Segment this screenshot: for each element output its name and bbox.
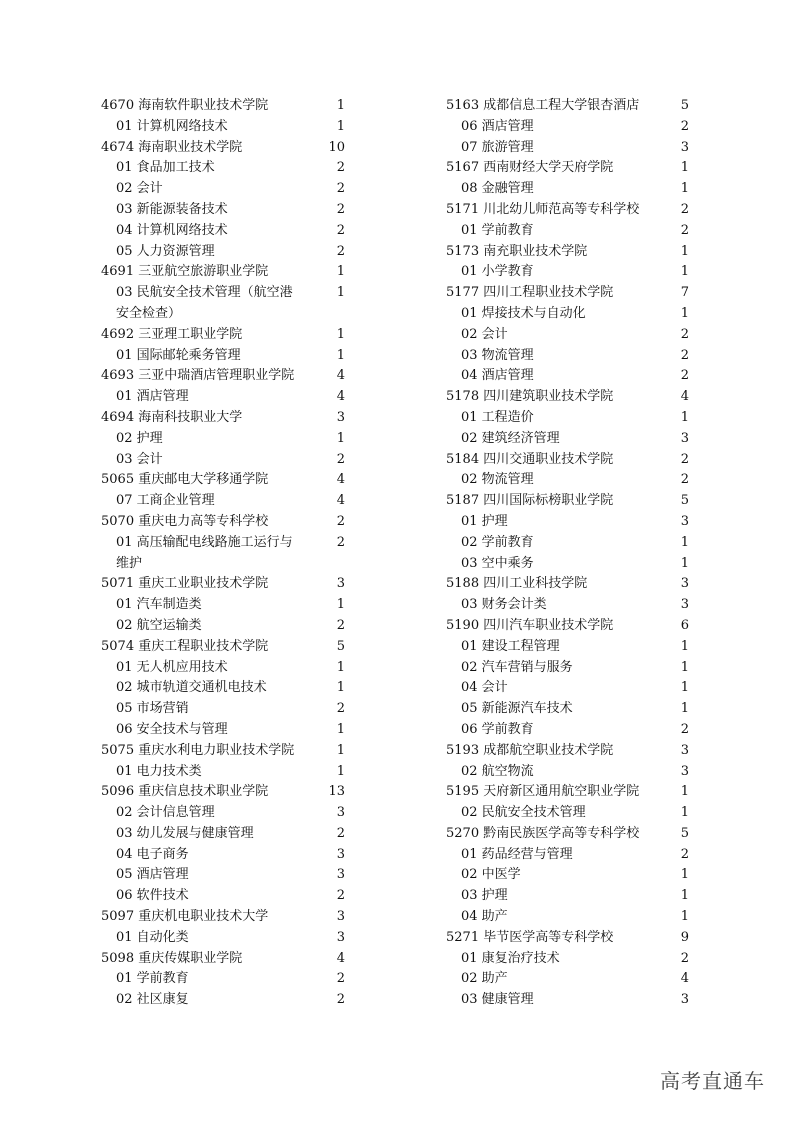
quota-count: 2 xyxy=(680,118,689,134)
school-row xyxy=(446,782,689,803)
major-row xyxy=(446,907,689,928)
school-label: 4693 三亚中瑞酒店管理职业学院 xyxy=(101,368,295,384)
school-label: 5193 成都航空职业技术学院 xyxy=(446,742,614,758)
major-row xyxy=(446,969,689,990)
quota-count: 2 xyxy=(336,971,345,987)
major-row xyxy=(446,346,689,367)
major-label: 01 计算机网络技术 xyxy=(116,118,228,134)
major-row xyxy=(446,678,689,699)
school-row xyxy=(446,96,689,117)
quota-count: 1 xyxy=(336,763,345,779)
major-row xyxy=(446,595,689,616)
quota-count: 4 xyxy=(336,368,345,384)
major-row xyxy=(446,699,689,720)
major-label: 02 护理 xyxy=(116,430,163,446)
major-label: 02 助产 xyxy=(461,971,508,987)
school-row xyxy=(446,200,689,221)
quota-count: 3 xyxy=(680,597,689,613)
watermark-text: 高考直通车 xyxy=(660,1069,765,1093)
quota-count: 2 xyxy=(336,617,345,633)
major-label: 06 酒店管理 xyxy=(461,118,534,134)
major-label: 01 学前教育 xyxy=(461,222,534,238)
major-row xyxy=(101,491,345,512)
left-column xyxy=(101,96,345,1011)
major-label: 02 航空物流 xyxy=(461,763,534,779)
school-label: 4692 三亚理工职业学院 xyxy=(101,326,243,342)
major-label: 03 护理 xyxy=(461,888,508,904)
school-row xyxy=(101,574,345,595)
major-label: 02 会计 xyxy=(116,181,163,197)
quota-count: 4 xyxy=(336,389,345,405)
major-label: 01 食品加工技术 xyxy=(116,160,215,176)
school-label: 5096 重庆信息技术职业学院 xyxy=(101,784,269,800)
quota-count: 1 xyxy=(680,659,689,675)
school-row xyxy=(446,928,689,949)
school-label: 5065 重庆邮电大学移通学院 xyxy=(101,472,269,488)
school-label: 5171 川北幼儿师范高等专科学校 xyxy=(446,201,640,217)
quota-count: 2 xyxy=(336,243,345,259)
school-label: 5071 重庆工业职业技术学院 xyxy=(101,576,269,592)
major-row xyxy=(101,533,345,575)
quota-count: 3 xyxy=(336,576,345,592)
quota-count: 5 xyxy=(680,825,689,841)
major-row xyxy=(101,429,345,450)
quota-count: 2 xyxy=(336,701,345,717)
quota-count: 4 xyxy=(680,971,689,987)
school-row xyxy=(101,637,345,658)
major-label: 02 城市轨道交通机电技术 xyxy=(116,680,267,696)
major-row xyxy=(446,179,689,200)
quota-count: 1 xyxy=(680,638,689,654)
school-label: 4694 海南科技职业大学 xyxy=(101,409,243,425)
school-label: 4674 海南职业技术学院 xyxy=(101,139,243,155)
quota-count: 2 xyxy=(336,513,345,529)
quota-count: 2 xyxy=(680,347,689,363)
major-row xyxy=(101,595,345,616)
major-row xyxy=(101,969,345,990)
major-row xyxy=(101,616,345,637)
quota-count: 4 xyxy=(336,493,345,509)
major-row xyxy=(446,408,689,429)
major-row xyxy=(446,138,689,159)
major-row xyxy=(446,865,689,886)
quota-count: 1 xyxy=(680,805,689,821)
quota-count: 2 xyxy=(336,222,345,238)
quota-count: 2 xyxy=(336,825,345,841)
school-row xyxy=(446,387,689,408)
major-row xyxy=(101,928,345,949)
quota-count: 9 xyxy=(680,929,689,945)
major-label: 07 工商企业管理 xyxy=(116,493,215,509)
major-row xyxy=(101,242,345,263)
major-label: 02 物流管理 xyxy=(461,472,534,488)
major-row xyxy=(446,262,689,283)
major-row xyxy=(446,221,689,242)
major-row xyxy=(101,283,345,325)
quota-count: 1 xyxy=(336,264,345,280)
major-row xyxy=(101,450,345,471)
quota-count: 3 xyxy=(336,909,345,925)
major-label: 06 安全技术与管理 xyxy=(116,721,228,737)
major-row xyxy=(446,366,689,387)
major-row xyxy=(101,699,345,720)
quota-count: 6 xyxy=(680,617,689,633)
major-row xyxy=(101,990,345,1011)
quota-count: 3 xyxy=(680,576,689,592)
major-row xyxy=(446,533,689,554)
school-row xyxy=(101,366,345,387)
quota-count: 1 xyxy=(680,534,689,550)
school-label: 5190 四川汽车职业技术学院 xyxy=(446,617,614,633)
quota-count: 1 xyxy=(680,243,689,259)
major-label: 02 会计信息管理 xyxy=(116,805,215,821)
quota-count: 1 xyxy=(336,742,345,758)
major-label: 05 新能源汽车技术 xyxy=(461,701,573,717)
major-label: 02 民航安全技术管理 xyxy=(461,805,586,821)
major-row xyxy=(101,658,345,679)
quota-count: 2 xyxy=(680,201,689,217)
major-label: 04 酒店管理 xyxy=(461,368,534,384)
school-row xyxy=(446,616,689,637)
quota-count: 2 xyxy=(680,472,689,488)
quota-count: 3 xyxy=(680,763,689,779)
school-row xyxy=(101,741,345,762)
school-label: 5098 重庆传媒职业学院 xyxy=(101,950,243,966)
major-label: 02 中医学 xyxy=(461,867,521,883)
major-label: 02 会计 xyxy=(461,326,508,342)
major-label: 03 民航安全技术管理（航空港 安全检查） xyxy=(116,285,293,321)
quota-count: 1 xyxy=(336,680,345,696)
major-label: 01 电力技术类 xyxy=(116,763,202,779)
major-row xyxy=(101,200,345,221)
quota-count: 3 xyxy=(680,513,689,529)
major-label: 01 无人机应用技术 xyxy=(116,659,228,675)
quota-count: 2 xyxy=(336,992,345,1008)
major-label: 01 小学教育 xyxy=(461,264,534,280)
quota-count: 2 xyxy=(680,950,689,966)
school-label: 5074 重庆工程职业技术学院 xyxy=(101,638,269,654)
quota-count: 2 xyxy=(680,326,689,342)
major-row xyxy=(446,117,689,138)
school-row xyxy=(101,325,345,346)
major-label: 01 药品经营与管理 xyxy=(461,846,573,862)
quota-count: 2 xyxy=(680,721,689,737)
major-label: 01 康复治疗技术 xyxy=(461,950,560,966)
school-row xyxy=(446,242,689,263)
quota-count: 3 xyxy=(336,846,345,862)
school-row xyxy=(101,408,345,429)
major-label: 01 焊接技术与自动化 xyxy=(461,305,586,321)
quota-count: 3 xyxy=(680,430,689,446)
quota-count: 5 xyxy=(336,638,345,654)
quota-count: 1 xyxy=(680,784,689,800)
major-label: 01 汽车制造类 xyxy=(116,597,202,613)
major-label: 04 计算机网络技术 xyxy=(116,222,228,238)
major-row xyxy=(446,720,689,741)
major-label: 02 社区康复 xyxy=(116,992,189,1008)
major-row xyxy=(101,824,345,845)
major-label: 05 人力资源管理 xyxy=(116,243,215,259)
quota-count: 1 xyxy=(680,160,689,176)
major-row xyxy=(446,658,689,679)
quota-count: 7 xyxy=(680,285,689,301)
school-row xyxy=(446,283,689,304)
quota-count: 2 xyxy=(680,451,689,467)
quota-count: 1 xyxy=(680,867,689,883)
school-label: 5070 重庆电力高等专科学校 xyxy=(101,513,269,529)
school-label: 5177 四川工程职业技术学院 xyxy=(446,285,614,301)
major-row xyxy=(101,179,345,200)
major-label: 01 建设工程管理 xyxy=(461,638,560,654)
major-label: 02 汽车营销与服务 xyxy=(461,659,573,675)
quota-count: 1 xyxy=(336,326,345,342)
school-label: 5270 黔南民族医学高等专科学校 xyxy=(446,825,640,841)
quota-count: 1 xyxy=(336,98,345,113)
quota-count: 2 xyxy=(680,846,689,862)
quota-count: 1 xyxy=(680,181,689,197)
quota-count: 2 xyxy=(336,181,345,197)
major-row xyxy=(446,470,689,491)
major-label: 02 学前教育 xyxy=(461,534,534,550)
major-row xyxy=(101,803,345,824)
school-row xyxy=(101,782,345,803)
major-row xyxy=(446,429,689,450)
major-label: 01 国际邮轮乘务管理 xyxy=(116,347,241,363)
major-row xyxy=(101,221,345,242)
quota-count: 1 xyxy=(680,888,689,904)
quota-count: 1 xyxy=(336,721,345,737)
major-row xyxy=(446,845,689,866)
quota-count: 5 xyxy=(680,493,689,509)
major-row xyxy=(446,886,689,907)
major-label: 01 酒店管理 xyxy=(116,389,189,405)
quota-count: 3 xyxy=(336,929,345,945)
quota-count: 13 xyxy=(328,784,345,800)
major-row xyxy=(446,990,689,1011)
school-label: 5167 西南财经大学天府学院 xyxy=(446,160,614,176)
quota-count: 1 xyxy=(336,347,345,363)
major-row xyxy=(446,554,689,575)
major-row xyxy=(101,387,345,408)
major-label: 03 幼儿发展与健康管理 xyxy=(116,825,254,841)
school-row xyxy=(101,512,345,533)
major-row xyxy=(101,117,345,138)
school-label: 5195 天府新区通用航空职业学院 xyxy=(446,784,640,800)
school-label: 5097 重庆机电职业技术大学 xyxy=(101,909,269,925)
major-row xyxy=(446,803,689,824)
school-label: 5163 成都信息工程大学银杏酒店 xyxy=(446,98,640,113)
major-label: 05 市场营销 xyxy=(116,701,189,717)
quota-count: 1 xyxy=(336,430,345,446)
quota-count: 2 xyxy=(680,368,689,384)
major-row xyxy=(446,637,689,658)
major-row xyxy=(446,512,689,533)
school-row xyxy=(446,450,689,471)
major-label: 06 学前教育 xyxy=(461,721,534,737)
school-label: 5188 四川工业科技学院 xyxy=(446,576,588,592)
school-label: 4691 三亚航空旅游职业学院 xyxy=(101,264,269,280)
quota-count: 1 xyxy=(680,701,689,717)
major-row xyxy=(101,845,345,866)
quota-count: 2 xyxy=(336,451,345,467)
quota-count: 1 xyxy=(336,285,345,301)
quota-count: 2 xyxy=(336,534,345,550)
major-label: 03 会计 xyxy=(116,451,163,467)
major-label: 02 航空运输类 xyxy=(116,617,202,633)
major-label: 03 健康管理 xyxy=(461,992,534,1008)
major-label: 04 助产 xyxy=(461,909,508,925)
major-label: 01 高压输配电线路施工运行与 维护 xyxy=(116,534,293,571)
quota-count: 1 xyxy=(680,409,689,425)
school-row xyxy=(101,96,345,117)
major-row xyxy=(446,304,689,325)
school-label: 5075 重庆水利电力职业技术学院 xyxy=(101,742,295,758)
school-row xyxy=(101,262,345,283)
major-row xyxy=(101,158,345,179)
school-label: 5178 四川建筑职业技术学院 xyxy=(446,389,614,405)
major-label: 05 酒店管理 xyxy=(116,867,189,883)
quota-count: 10 xyxy=(328,139,345,155)
quota-count: 4 xyxy=(336,472,345,488)
school-row xyxy=(101,907,345,928)
quota-count: 3 xyxy=(336,867,345,883)
quota-count: 2 xyxy=(336,160,345,176)
major-label: 04 会计 xyxy=(461,680,508,696)
quota-count: 2 xyxy=(336,888,345,904)
quota-count: 1 xyxy=(336,118,345,134)
school-row xyxy=(446,574,689,595)
major-label: 03 物流管理 xyxy=(461,347,534,363)
major-label: 04 电子商务 xyxy=(116,846,189,862)
quota-count: 4 xyxy=(680,389,689,405)
school-row xyxy=(446,158,689,179)
school-row xyxy=(446,824,689,845)
major-label: 01 学前教育 xyxy=(116,971,189,987)
quota-count: 3 xyxy=(680,742,689,758)
school-row xyxy=(446,741,689,762)
major-label: 06 软件技术 xyxy=(116,888,189,904)
school-row xyxy=(101,138,345,159)
right-column xyxy=(446,96,689,1011)
school-label: 5271 毕节医学高等专科学校 xyxy=(446,929,614,945)
quota-count: 2 xyxy=(336,201,345,217)
quota-count: 5 xyxy=(680,98,689,113)
quota-count: 3 xyxy=(680,992,689,1008)
quota-count: 3 xyxy=(336,805,345,821)
quota-count: 1 xyxy=(680,909,689,925)
quota-count: 1 xyxy=(336,597,345,613)
major-row xyxy=(446,325,689,346)
school-label: 5173 南充职业技术学院 xyxy=(446,243,588,259)
major-label: 03 财务会计类 xyxy=(461,597,547,613)
major-label: 03 新能源装备技术 xyxy=(116,201,228,217)
major-label: 01 工程造价 xyxy=(461,409,534,425)
major-row xyxy=(101,762,345,783)
quota-count: 1 xyxy=(680,305,689,321)
quota-count: 1 xyxy=(680,264,689,280)
major-row xyxy=(446,762,689,783)
school-row xyxy=(101,470,345,491)
major-label: 01 护理 xyxy=(461,513,508,529)
quota-count: 1 xyxy=(680,680,689,696)
school-label: 5187 四川国际标榜职业学院 xyxy=(446,493,614,509)
major-row xyxy=(101,720,345,741)
major-row xyxy=(101,678,345,699)
major-row xyxy=(101,346,345,367)
major-label: 01 自动化类 xyxy=(116,929,189,945)
major-row xyxy=(446,949,689,970)
quota-count: 3 xyxy=(680,139,689,155)
major-label: 07 旅游管理 xyxy=(461,139,534,155)
quota-count: 4 xyxy=(336,950,345,966)
school-label: 5184 四川交通职业技术学院 xyxy=(446,451,614,467)
school-label: 4670 海南软件职业技术学院 xyxy=(101,98,269,113)
major-row xyxy=(101,865,345,886)
school-row xyxy=(446,491,689,512)
school-row xyxy=(101,949,345,970)
major-label: 08 金融管理 xyxy=(461,181,534,197)
quota-count: 1 xyxy=(336,659,345,675)
major-label: 03 空中乘务 xyxy=(461,555,534,571)
quota-count: 3 xyxy=(336,409,345,425)
major-label: 02 建筑经济管理 xyxy=(461,430,560,446)
quota-count: 2 xyxy=(680,222,689,238)
quota-count: 1 xyxy=(680,555,689,571)
major-row xyxy=(101,886,345,907)
